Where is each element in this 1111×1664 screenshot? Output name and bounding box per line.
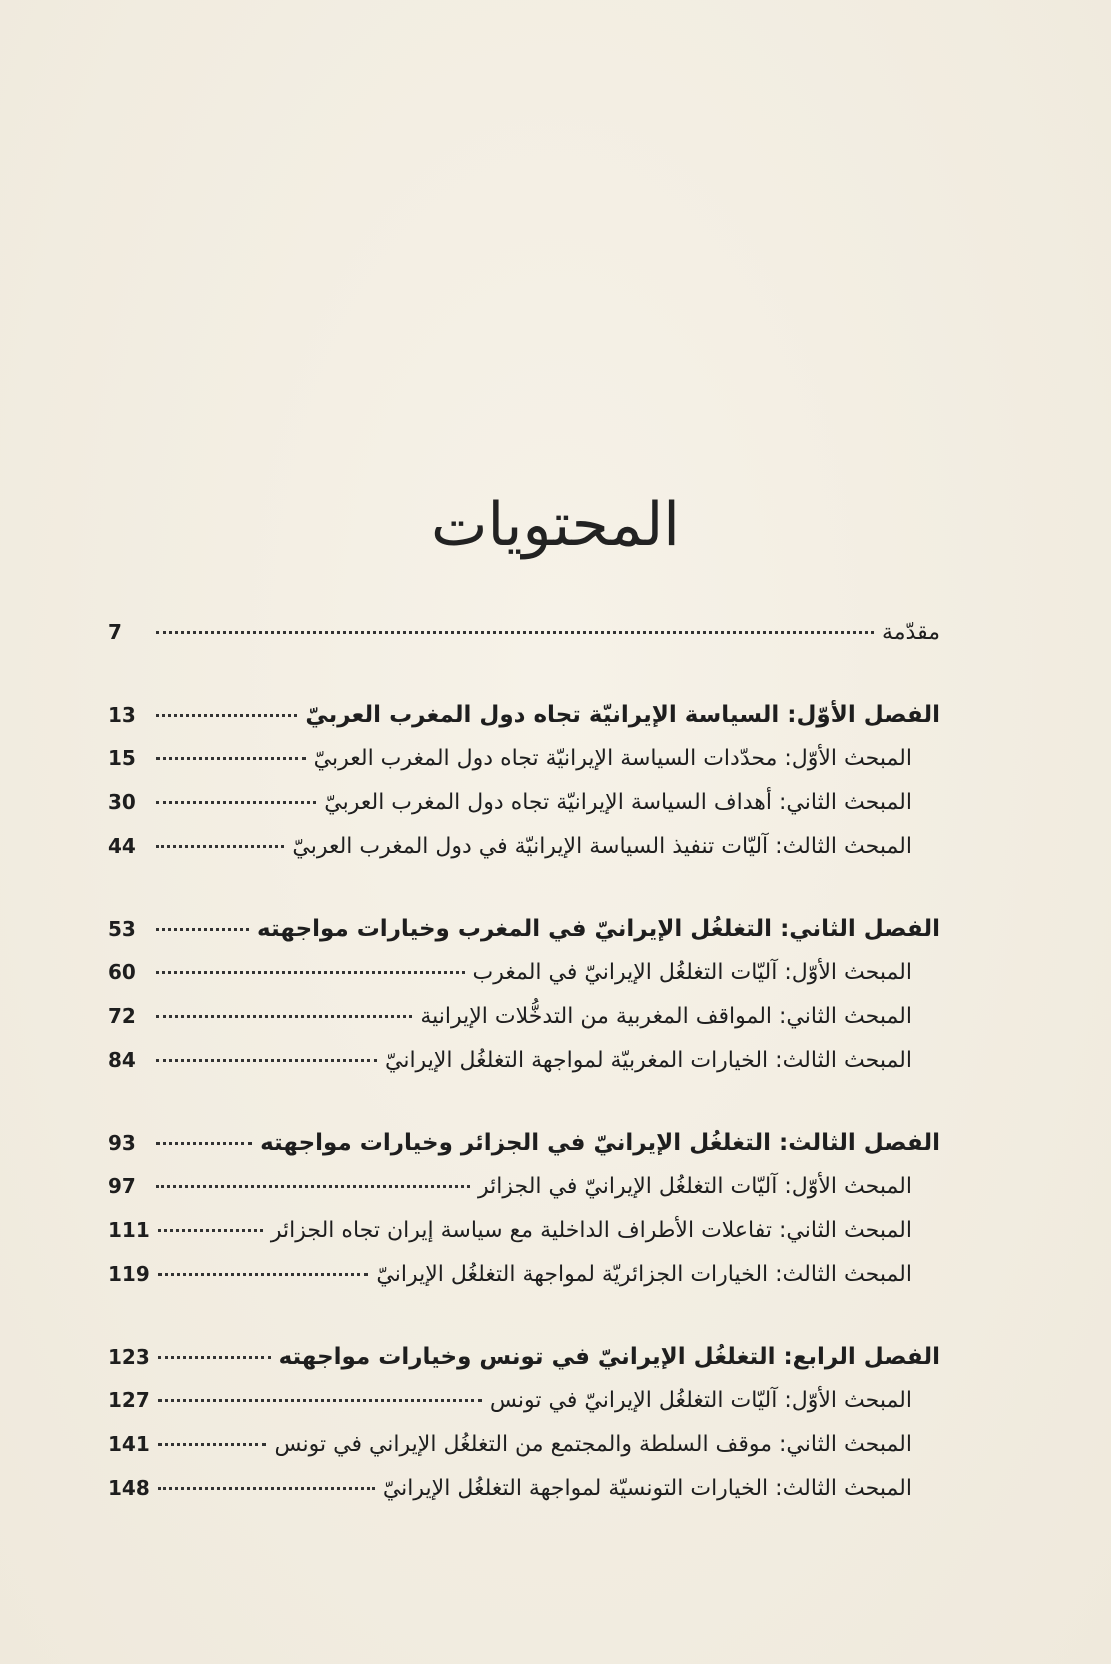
page-title: المحتويات bbox=[431, 490, 680, 561]
dot-leader bbox=[158, 1443, 267, 1446]
toc-section bbox=[108, 1432, 940, 1476]
toc-page-number: 84 bbox=[108, 1048, 136, 1072]
toc-page-number: 53 bbox=[108, 917, 136, 941]
section-label: المبحث الأوّل: آليّات التغلغُل الإيرانيّ في المغرب bbox=[472, 960, 912, 985]
dot-leader bbox=[156, 801, 316, 804]
section-label: المبحث الثاني: أهداف السياسة الإيرانيّة تجاه دول المغرب العربيّ bbox=[324, 790, 912, 815]
section-label: المبحث الأوّل: آليّات التغلغُل الإيرانيّ في تونس bbox=[489, 1388, 912, 1413]
toc-page-number: 72 bbox=[108, 1004, 136, 1028]
toc-page-number: 127 bbox=[108, 1388, 150, 1412]
toc-page-number: 7 bbox=[108, 620, 122, 644]
toc-chapter bbox=[108, 916, 940, 960]
toc-page-number: 15 bbox=[108, 746, 136, 770]
toc-section bbox=[108, 790, 940, 834]
toc-section bbox=[108, 1262, 940, 1306]
toc-section bbox=[108, 1476, 940, 1520]
dot-leader bbox=[156, 845, 284, 848]
toc-page-number: 119 bbox=[108, 1262, 150, 1286]
dot-leader bbox=[156, 971, 465, 974]
dot-leader bbox=[156, 714, 297, 717]
toc-page-number: 13 bbox=[108, 703, 136, 727]
chapter-label: الفصل الرابع: التغلغُل الإيرانيّ في تونس وخيارات مواجهته bbox=[278, 1344, 940, 1370]
toc-entry-intro bbox=[108, 620, 940, 664]
toc-section bbox=[108, 1388, 940, 1432]
section-label: المبحث الثاني: المواقف المغربية من التدخُّلات الإيرانية bbox=[420, 1004, 912, 1029]
dot-leader bbox=[158, 1229, 263, 1232]
section-label: المبحث الثالث: الخيارات الجزائريّة لمواجهة التغلغُل الإيرانيّ bbox=[376, 1262, 912, 1287]
toc-page-number: 148 bbox=[108, 1476, 150, 1500]
dot-leader bbox=[158, 1273, 369, 1276]
toc-page-number: 30 bbox=[108, 790, 136, 814]
section-label: المبحث الأوّل: آليّات التغلغُل الإيرانيّ في الجزائر bbox=[478, 1174, 912, 1199]
toc-page-number: 111 bbox=[108, 1218, 150, 1242]
dot-leader bbox=[158, 1399, 482, 1402]
dot-leader bbox=[156, 928, 249, 931]
spacer bbox=[108, 664, 940, 702]
section-label: المبحث الأوّل: محدّدات السياسة الإيرانيّة تجاه دول المغرب العربيّ bbox=[313, 746, 912, 771]
table-of-contents bbox=[108, 620, 940, 1520]
toc-page-number: 93 bbox=[108, 1131, 136, 1155]
toc-chapter bbox=[108, 1344, 940, 1388]
section-label: المبحث الثاني: تفاعلات الأطراف الداخلية مع سياسة إيران تجاه الجزائر bbox=[270, 1218, 912, 1243]
spacer bbox=[108, 1306, 940, 1344]
dot-leader bbox=[156, 1059, 377, 1062]
section-label: المبحث الثاني: موقف السلطة والمجتمع من التغلغُل الإيراني في تونس bbox=[274, 1432, 912, 1457]
toc-section bbox=[108, 1218, 940, 1262]
toc-section bbox=[108, 960, 940, 1004]
dot-leader bbox=[158, 1356, 271, 1359]
toc-page-number: 123 bbox=[108, 1345, 150, 1369]
toc-page-number: 60 bbox=[108, 960, 136, 984]
dot-leader bbox=[156, 1185, 470, 1188]
toc-page-number: 97 bbox=[108, 1174, 136, 1198]
chapter-label: الفصل الثاني: التغلغُل الإيرانيّ في المغرب وخيارات مواجهته bbox=[257, 916, 940, 942]
dot-leader bbox=[156, 757, 306, 760]
dot-leader bbox=[158, 1487, 375, 1490]
spacer bbox=[108, 1092, 940, 1130]
toc-section bbox=[108, 746, 940, 790]
toc-chapter bbox=[108, 702, 940, 746]
toc-section bbox=[108, 834, 940, 878]
toc-page-number: 141 bbox=[108, 1432, 150, 1456]
toc-entry-label: مقدّمة bbox=[881, 620, 940, 645]
section-label: المبحث الثالث: الخيارات التونسيّة لمواجهة التغلغُل الإيرانيّ bbox=[382, 1476, 912, 1501]
toc-chapter bbox=[108, 1130, 940, 1174]
dot-leader bbox=[156, 1015, 412, 1018]
dot-leader bbox=[156, 631, 874, 634]
toc-page-number: 44 bbox=[108, 834, 136, 858]
chapter-label: الفصل الثالث: التغلغُل الإيرانيّ في الجزائر وخيارات مواجهته bbox=[260, 1130, 940, 1156]
section-label: المبحث الثالث: الخيارات المغربيّة لمواجهة التغلغُل الإيرانيّ bbox=[384, 1048, 912, 1073]
dot-leader bbox=[156, 1142, 252, 1145]
toc-section bbox=[108, 1004, 940, 1048]
section-label: المبحث الثالث: آليّات تنفيذ السياسة الإيرانيّة في دول المغرب العربيّ bbox=[292, 834, 912, 859]
chapter-label: الفصل الأوّل: السياسة الإيرانيّة تجاه دول المغرب العربيّ bbox=[305, 702, 940, 728]
toc-section bbox=[108, 1048, 940, 1092]
toc-section bbox=[108, 1174, 940, 1218]
spacer bbox=[108, 878, 940, 916]
